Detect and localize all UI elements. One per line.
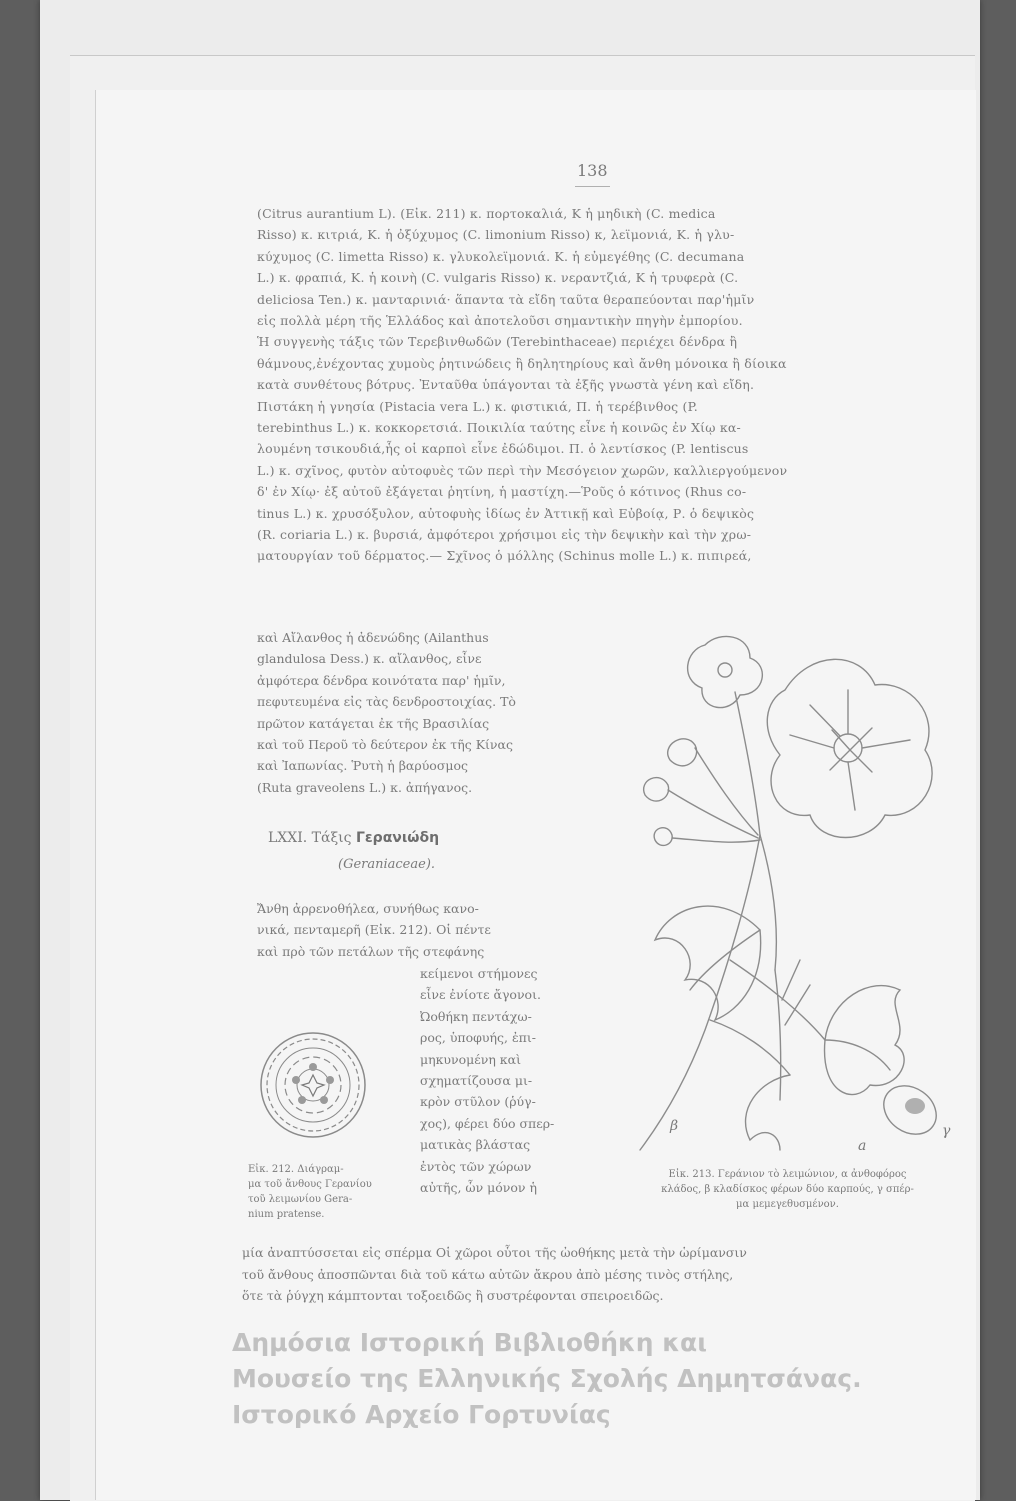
text-line: κατὰ συνθέτους βότρυς. Ἐνταῦθα ὑπάγονται τὰ ἑξῆς γνωστὰ γένη καὶ εἴδη. bbox=[257, 377, 755, 393]
section-heading-title: Γερανιώδη bbox=[355, 830, 440, 846]
text-line: εἶνε ἐνίοτε ἄγονοι. bbox=[420, 987, 541, 1003]
text-line: (R. coriaria L.) κ. βυρσιά, ἀμφότεροι χρήσιμοι εἰς τὴν δεψικὴν καὶ τὴν χρω- bbox=[257, 527, 752, 542]
text-line: ματουργίαν τοῦ δέρματος.— Σχῖνος ὁ μόλλης (Schinus molle L.) κ. πιπιρεά, bbox=[257, 548, 752, 564]
text-line: πεφυτευμένα εἰς τὰς δενδροστοιχίας. Τὸ bbox=[257, 694, 516, 710]
text-line: deliciosa Ten.) κ. μανταρινιά· ἅπαντα τὰ εἴδη ταῦτα θεραπεύονται παρ'ἡμῖν bbox=[257, 291, 755, 307]
geranium-illustration bbox=[610, 630, 955, 1155]
text-line: (Ruta graveolens L.) κ. ἀπήγανος. bbox=[257, 779, 473, 795]
floral-diagram-figure bbox=[258, 1030, 368, 1140]
text-line: κείμενοι στήμονες bbox=[420, 966, 538, 981]
text-line: ρος, ὑποφυής, ἐπι- bbox=[420, 1030, 536, 1046]
text-line: σχηματίζουσα μι- bbox=[420, 1073, 533, 1088]
section-heading-prefix: LXXI. Τάξις bbox=[268, 830, 352, 846]
text-line: λουμένη τσικουδιά,ἧς οἱ καρποὶ εἶνε ἐδώδιμοι. Π. ὁ λεντίσκος (P. lentiscus bbox=[257, 441, 749, 457]
text-line: κύχυμος (C. limetta Risso) κ. γλυκολεϊμονιά. Κ. ἡ εὐμεγέθης (C. decumana bbox=[257, 248, 745, 264]
text-line: νικά, πενταμερῆ (Εἰκ. 212). Οἱ πέντε bbox=[257, 922, 491, 938]
figure-label-g: γ bbox=[942, 1123, 951, 1139]
section-heading bbox=[268, 830, 439, 846]
library-watermark: Δημόσια Ιστορική Βιβλιοθήκη και Μουσείο της Ελληνικής Σχολής Δημητσάνας. Ιστορικό Αρχείο Γορτυνίας bbox=[232, 1328, 862, 1429]
text-line: αὐτῆς, ὧν μόνον ἡ bbox=[420, 1180, 537, 1195]
text-line: Ἄνθη ἀρρενοθήλεα, συνήθως κανο- bbox=[257, 901, 479, 916]
section-subheading: (Geraniaceae). bbox=[338, 857, 436, 872]
text-line: Ἡ συγγενὴς τάξις τῶν Τερεβινθωδῶν (Terebinthaceae) περιέχει δένδρα ἢ bbox=[257, 334, 738, 350]
text-line: καὶ Ἰαπωνίας. Ῥυτὴ ἡ βαρύοσμος bbox=[257, 758, 469, 774]
text-line: L.) κ. φραπιά, Κ. ἡ κοινὴ (C. vulgaris Risso) κ. νεραντζιά, Κ ἡ τρυφερὰ (C. bbox=[257, 270, 739, 286]
text-line: terebinthus L.) κ. κοκκορετσιά. Ποικιλία ταύτης εἶνε ἡ κοινῶς ἐν Χίῳ κα- bbox=[257, 420, 741, 435]
text-line: Πιστάκη ἡ γνησία (Pistacia vera L.) κ. φιστικιά, Π. ἡ τερέβινθος (P. bbox=[257, 398, 698, 414]
figure-212-caption: Εἰκ. 212. Διάγραμ- μα τοῦ ἄνθους Γερανίου τοῦ λειμωνίου Gera- nium pratense. bbox=[248, 1164, 372, 1220]
text-line: καὶ τοῦ Περοῦ τὸ δεύτερον ἐκ τῆς Κίνας bbox=[257, 737, 513, 752]
text-line: χος), φέρει δύο σπερ- bbox=[420, 1115, 555, 1131]
page-number: 138 bbox=[575, 160, 610, 187]
text-line: μία ἀναπτύσσεται εἰς σπέρμα Οἱ χῶροι οὗτοι τῆς ὠοθήκης μετὰ τὴν ὡρίμανσιν bbox=[242, 1245, 747, 1260]
text-line: καὶ Αἴλανθος ἡ ἀδενώδης (Ailanthus bbox=[257, 630, 489, 645]
text-line: Ὠοθήκη πεντάχω- bbox=[420, 1008, 532, 1024]
text-line: ματικὰς βλάστας bbox=[420, 1137, 531, 1153]
text-line: glandulosa Dess.) κ. αἴλανθος, εἶνε bbox=[257, 651, 482, 667]
text-line: εἰς πολλὰ μέρη τῆς Ἑλλάδος καὶ ἀποτελοῦσι σημαντικὴν πηγὴν ἐμπορίου. bbox=[257, 313, 743, 328]
figure-213-caption: Εἰκ. 213. Γεράνιον τὸ λειμώνιον, α ἀνθοφόρος κλάδος, β κλαδίσκος φέρων δύο καρπούς, γ σπέρ- μα μεμεγεθυσμένον. bbox=[661, 1169, 914, 1210]
text-line: κρὸν στῦλον (ῥύγ- bbox=[420, 1094, 536, 1110]
text-line: τοῦ ἄνθους ἀποσπῶνται διὰ τοῦ κάτω αὐτῶν ἄκρου ἀπὸ μέσης τινὸς στήλης, bbox=[242, 1266, 734, 1282]
text-line: καὶ πρὸ τῶν πετάλων τῆς στεφάνης bbox=[257, 943, 485, 959]
figure-label-b: β bbox=[670, 1118, 679, 1134]
text-line: L.) κ. σχῖνος, φυτὸν αὐτοφυὲς τῶν περὶ τὴν Μεσόγειον χωρῶν, καλλιεργούμενον bbox=[257, 462, 788, 478]
text-line: ἐντὸς τῶν χώρων bbox=[420, 1158, 532, 1174]
text-line: δ' ἐν Χίῳ· ἐξ αὐτοῦ ἐξάγεται ῥητίνη, ἡ μαστίχη.—Ῥοῦς ὁ κότινος (Rhus co- bbox=[257, 484, 747, 500]
text-line: ἀμφότερα δένδρα κοινότατα παρ' ἡμῖν, bbox=[257, 672, 506, 688]
text-line: πρῶτον κατάγεται ἐκ τῆς Βρασιλίας bbox=[257, 715, 490, 731]
figure-label-a: a bbox=[858, 1138, 867, 1154]
text-line: θάμνους,ἐνέχοντας χυμοὺς ῥητινώδεις ἢ δηλητηρίους καὶ ἄνθη μόνοικα ἢ δίοικα bbox=[257, 355, 787, 371]
text-line: Risso) κ. κιτριά, Κ. ἡ ὀξύχυμος (C. limonium Risso) κ, λεϊμονιά, Κ. ἡ γλυ- bbox=[257, 227, 735, 243]
text-line: (Citrus aurantium L). (Εἰκ. 211) κ. πορτοκαλιά, Κ ἡ μηδικὴ (C. medica bbox=[257, 206, 716, 221]
text-line: tinus L.) κ. χρυσόξυλον, αὐτοφυὴς ἰδίως ἐν Ἀττικῇ καὶ Εὐβοίᾳ, Ρ. ὁ δεψικὸς bbox=[257, 505, 755, 521]
text-line: ὅτε τὰ ῥύγχη κάμπτονται τοξοειδῶς ἢ συστρέφονται σπειροειδῶς. bbox=[242, 1288, 664, 1304]
text-line: μηκυνομένη καὶ bbox=[420, 1051, 521, 1067]
